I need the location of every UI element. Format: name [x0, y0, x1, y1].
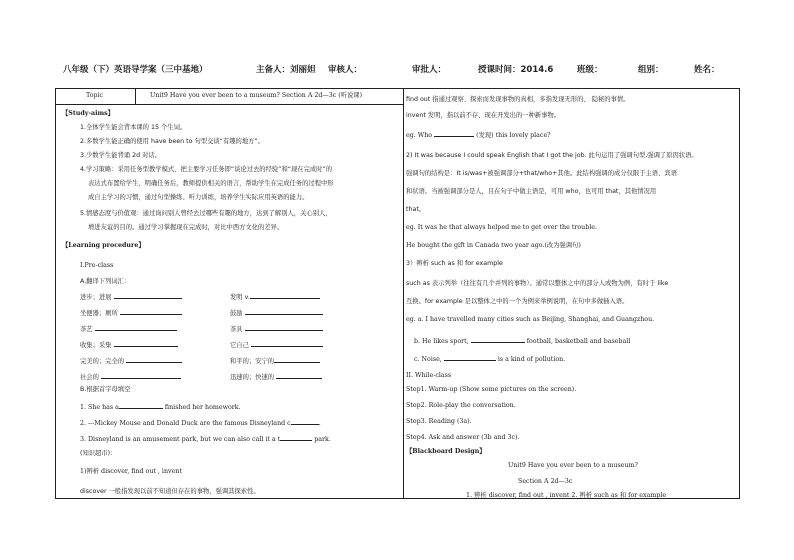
vocab-item: 茶具 — [230, 324, 323, 334]
point-2-line4: that。 — [406, 206, 426, 213]
aim-5-line1: 5.情感态度与价值观：通过询问别人曾经去过哪些有趣的地方，达到了解别人，关心别人， — [80, 210, 332, 217]
column-divider — [403, 88, 404, 499]
vocab-item: 坐便器；厕所 — [80, 308, 182, 318]
topic-value: Unit9 Have you ever been to a museum? Section A 2d—3c (听说课) — [150, 92, 363, 99]
example-b: b. He likes sport, football, basketball and baseball — [414, 338, 631, 345]
blackboard-line-3: 1. 辨析 discover, find out , invent 2. 辨析 such as 和 for example — [466, 492, 667, 499]
step-3: Step3. Reading (3a). — [406, 418, 472, 425]
while-class-heading: II. While-class — [406, 372, 452, 379]
vocab-item: 社会的 — [80, 372, 181, 382]
such-as-line1: such as 表示列举（往往有几个并列的事物）。通常以整体之中的部分人或物为例，有时于 like — [406, 280, 669, 287]
point-2-line1: 2) It was because I could speak English that I got the job. 此句运用了强调句型,强调了原因状语。 — [406, 152, 698, 159]
pre-class-heading: I.Pre-class — [80, 262, 114, 269]
aim-4-line1: 4.学习策略：采用任务型教学模式，把主要学习任务即“谈论过去的经验”和“现在完成时”的 — [80, 166, 333, 173]
vocab-item: 收集；采集 — [80, 340, 178, 350]
aim-3: 3.少数学生能背诵 2d 对话。 — [80, 152, 161, 159]
question-3: 3. Disneyland is an amusement park, but we can also call it a t park. — [80, 436, 331, 443]
preparer-label: 主备人：刘丽妲 — [256, 65, 316, 75]
point-2-line3: 和状语。当被强调部分是人，且在句子中做主语是，可用 who，也可用 that，其他情况用 — [406, 188, 657, 195]
vocab-item: 鼓励 — [230, 308, 323, 318]
name-label: 姓名： — [694, 65, 720, 75]
example-c: c. Noise, is a kind of pollution. — [414, 356, 566, 363]
step-4: Step4. Ask and answer (3b and 3c). — [406, 434, 520, 441]
date-label: 授课时间：2014.6 — [478, 65, 554, 75]
aim-1: 1.全体学生能会背本课的 15 个生词。 — [80, 124, 187, 131]
vocab-item: 它自己 — [230, 340, 323, 350]
aim-5-line2: 增进友谊的目的。通过学习掌握现在完成时，对比中西方文化的差异。 — [88, 224, 284, 231]
blackboard-line-2: Section A 2d—3c — [518, 478, 573, 485]
topic-label: Topic — [86, 92, 104, 99]
question-1: 1. She has a finished her homework. — [80, 404, 241, 411]
aim-2: 2.多数学生能正确的使用 have been to 句型交谈“有趣的地方”。 — [80, 138, 264, 145]
vocab-item: 迅速的；快速的 — [230, 372, 322, 382]
step-1: Step1. Warm-up (Show some pictures on the screen). — [406, 386, 577, 393]
example-who: eg. Who (发现) this lovely place? — [406, 132, 551, 139]
aim-4-line3: 成自主学习的习惯，通过句型操练、听力训练，培养学生实际应用英语的能力。 — [88, 194, 309, 201]
vocab-item: 发明 v. — [230, 292, 320, 302]
learning-procedure-heading: 【Learning procedure】 — [62, 242, 145, 249]
point-2-line2: 强调句的结构是：It is/was+被强调部分+that/who+其他。此结构强调的成分仅限于主语、宾语 — [406, 170, 677, 177]
reviewer-label: 审核人： — [328, 65, 363, 75]
doc-title: 八年级（下）英语导学案（三中基地） — [63, 65, 208, 75]
question-2: 2. ---Mickey Mouse and Donald Duck are the famous Disneyland c . — [80, 420, 321, 427]
approver-label: 审批人： — [412, 65, 447, 75]
invent-definition: invent 发明，指以前不存、现在开发出的一种新事物。 — [406, 112, 561, 119]
vocab-item: 完美的；完全的 — [80, 356, 182, 366]
fill-in-instruction: B.根据首字母填空 — [80, 386, 131, 393]
group-label: 组别： — [638, 65, 664, 75]
find-out-definition: find out 指通过观察、探索而发现事物的真相，多指发现无形的、 隐秘的事情。 — [406, 96, 630, 103]
vocab-item: 茶艺 — [80, 324, 177, 334]
example-it-was: eg. It was he that always helped me to get over the trouble. — [406, 224, 597, 231]
class-label: 班级： — [577, 65, 603, 75]
blackboard-design-heading: 【Blackboard Design】 — [406, 448, 486, 455]
step-2: Step2. Role-play the conversation. — [406, 402, 516, 409]
topic-cell-divider — [135, 88, 136, 104]
vocab-item: 和平的；安宁的 — [230, 356, 320, 366]
example-a: eg. a. I have travelled many cities such as Beijing, Shanghai, and Guangzhou. — [406, 316, 655, 323]
discover-definition: discover 一般指发现以前不知道但存在的事物，强调其探索性。 — [80, 488, 260, 495]
vocab-item: 进步；进展 — [80, 292, 182, 302]
example-gift: He bought the gift in Canada two year ago.(改为强调句) — [406, 242, 581, 249]
vocab-instruction: A.翻译下列词汇： — [80, 278, 131, 285]
blackboard-line-1: Unit9 Have you ever been to a museum? — [508, 462, 638, 469]
knowledge-heading: (知识超市)： — [80, 450, 117, 457]
aim-4-line2: 表达式布置给学生，明确任务后，教师提供相关的语言，帮助学生在完成任务的过程中形 — [88, 180, 334, 187]
such-as-line2: 互换。for example 是以整体之中的一个为例来举例说明，在句中多做插入语。 — [406, 298, 629, 305]
point-3-heading: 3）辨析 such as 和 for example — [406, 260, 503, 267]
analysis-1-heading: 1)辨析 discover, find out , invent — [80, 468, 182, 475]
study-aims-heading: 【Study-aims】 — [62, 110, 114, 117]
topic-row-divider — [55, 104, 403, 105]
